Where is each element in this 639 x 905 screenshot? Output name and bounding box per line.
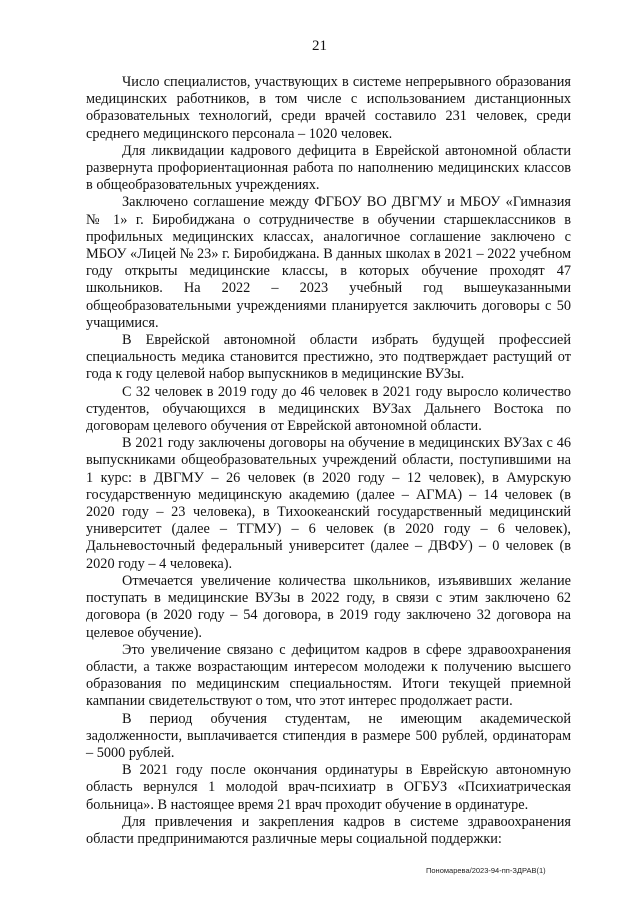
paragraph: Число специалистов, участвующих в системе непрерывного образования медицинских работников, в том числе с использованием дистанционных образовательных технологий, среди врачей составило 231 человек, среди среднего медицинского персонала – 1020 человек. (86, 74, 571, 142)
paragraph: С 32 человек в 2019 году до 46 человек в 2021 году выросло количество студентов, обучающихся в медицинских ВУЗах Дальнего Востока по договорам целевого обучения от Еврейской автономной области. (86, 383, 571, 435)
paragraph: Для ликвидации кадрового дефицита в Еврейской автономной области развернута профориентационная работа по наполнению медицинских классов в общеобразовательных учреждениях. (86, 142, 571, 194)
paragraph: В период обучения студентам, не имеющим академической задолженности, выплачивается стипендия в размере 500 рублей, ординаторам – 5000 рублей. (86, 710, 571, 761)
paragraph: В Еврейской автономной области избрать будущей профессией специальность медика становится престижно, это подтверждает растущий от года к году целевой набор выпускников в медицинские ВУЗы. (86, 332, 571, 383)
paragraph: Заключено соглашение между ФГБОУ ВО ДВГМУ и МБОУ «Гимназия № 1» г. Биробиджана о сотрудничестве в обучении старшеклассников в профильных медицинских классах, аналогичное соглашение заключено с МБОУ «Лицей № 23» г. Биробиджана. В данных школах в 2021 – 2022 учебном году открыты медицинские классы, в которых обучение проходят 47 школьников. На 2022 – 2023 учебный год вышеуказанными общеобразовательными учреждениями планируется заключить договоры с 50 учащимися. (86, 194, 571, 331)
body-text (86, 74, 571, 848)
paragraph: Для привлечения и закрепления кадров в системе здравоохранения области предпринимаются различные меры социальной поддержки: (86, 813, 571, 847)
paragraph: В 2021 году после окончания ординатуры в Еврейскую автономную область вернулся 1 молодой врач-психиатр в ОГБУЗ «Психиатрическая больница». В настоящее время 21 врач проходит обучение в ординатуре. (86, 762, 571, 813)
page-number: 21 (312, 38, 327, 54)
paragraph: Это увеличение связано с дефицитом кадров в сфере здравоохранения области, а также возрастающим интересом молодежи к получению высшего образования по медицинским специальностям. Итоги текущей приемной кампании свидетельствуют о том, что этот интерес продолжает расти. (86, 641, 571, 710)
footer-reference: Пономарева/2023-94-пп-ЗДРАВ(1) (426, 866, 546, 875)
paragraph: В 2021 году заключены договоры на обучение в медицинских ВУЗах с 46 выпускниками общеобразовательных учреждений области, поступившими на 1 курс: в ДВГМУ – 26 человек (в 2020 году – 12 человек), в Амурскую государственную медицинскую академию (далее – АГМА) – 14 человек (в 2020 году – 23 человека), в Тихоокеанский государственный медицинский университет (далее – ТГМУ) – 6 человек (в 2020 году – 6 человек), Дальневосточный федеральный университет (далее – ДВФУ) – 0 человек (в 2020 году – 4 человека). (86, 435, 571, 572)
paragraph: Отмечается увеличение количества школьников, изъявивших желание поступать в медицинские ВУЗы в 2022 году, в связи с этим заключено 62 договора (в 2020 году – 54 договора, в 2019 году заключено 32 договора на целевое обучение). (86, 572, 571, 641)
